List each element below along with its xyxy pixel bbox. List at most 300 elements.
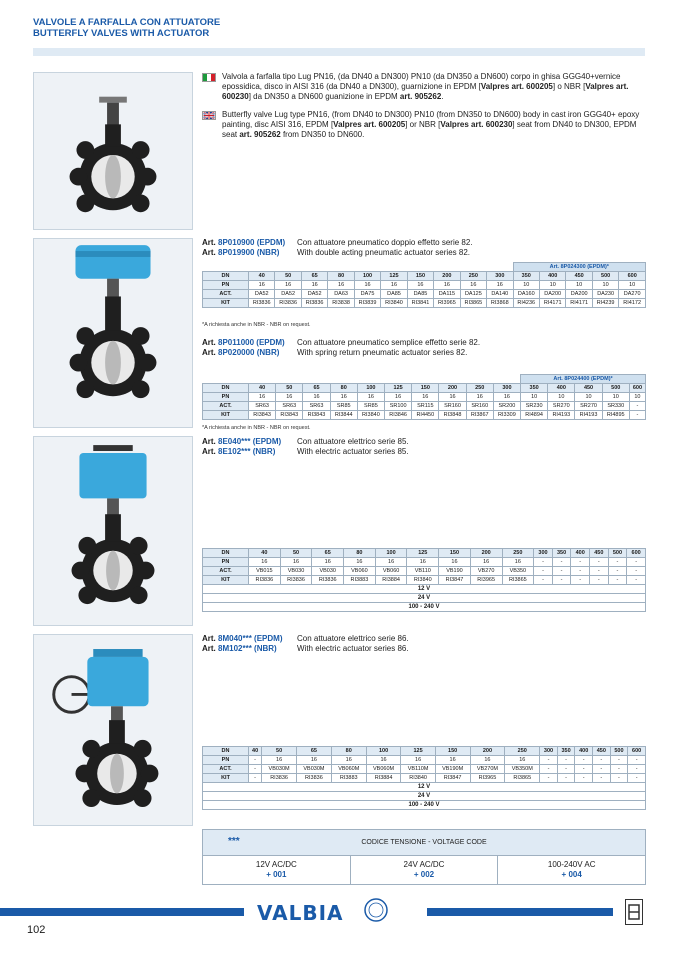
table-cell: - [610, 756, 628, 765]
table-cell: RI3836 [262, 774, 297, 783]
table-cell: 16 [470, 558, 502, 567]
table-cell: 16 [401, 756, 435, 765]
table-cell: 400 [539, 272, 565, 281]
table-cell: DA200 [539, 290, 565, 299]
voltage-code-title: CODICE TENSIONE - VOLTAGE CODE [361, 839, 487, 846]
table-cell: SR63 [249, 402, 276, 411]
table-cell: - [629, 411, 645, 420]
table-cell: 16 [330, 393, 357, 402]
blank-cell [275, 263, 301, 272]
art-block-1 [202, 238, 473, 258]
table-cell: 450 [593, 747, 611, 756]
blank-cell [330, 375, 357, 384]
table-cell: - [540, 774, 558, 783]
table-cell: RI3867 [466, 411, 493, 420]
table-cell: RI3883 [331, 774, 366, 783]
table-cell: - [593, 774, 611, 783]
title-it: VALVOLE A FARFALLA CON ATTUATORE [33, 17, 221, 28]
table-cell: VB270 [470, 567, 502, 576]
table-cell: SR160 [466, 402, 493, 411]
row-label: DN [203, 384, 249, 393]
art-text: Con attuatore pneumatico doppio effetto serie 82. [297, 238, 473, 247]
table-cell: RI3868 [487, 299, 513, 308]
blank-cell [357, 375, 384, 384]
table-cell: VB190M [435, 765, 470, 774]
table-cell: 100 [366, 747, 401, 756]
table-cell: VB030M [262, 765, 297, 774]
table-cell: SR100 [385, 402, 412, 411]
table-row [203, 747, 646, 756]
photo-pneumatic-actuator [33, 238, 193, 428]
table-cell: 65 [303, 384, 330, 393]
table-cell: 65 [312, 549, 344, 558]
art-text: Con attuatore elettrico serie 86. [297, 634, 409, 643]
table-cell: 450 [575, 384, 602, 393]
table-cell: - [629, 402, 645, 411]
table-cell: DA140 [487, 290, 513, 299]
table-cell: SR200 [493, 402, 520, 411]
table-cell: - [628, 765, 646, 774]
spec-table-pneumatic-double [202, 262, 646, 308]
table-cell: RI3865 [460, 299, 486, 308]
electric-actuator-handwheel-valve-icon [34, 635, 192, 825]
table-cell: 300 [487, 272, 513, 281]
table-cell: DA200 [566, 290, 592, 299]
table-cell: RI3847 [439, 576, 471, 585]
table-cell: - [608, 567, 627, 576]
table-cell: 100 [375, 549, 407, 558]
intro-en [222, 110, 646, 140]
table-cell: 16 [466, 393, 493, 402]
table-cell: 600 [628, 747, 646, 756]
art-text: With spring return pneumatic actuator series 82. [297, 348, 468, 357]
row-label: KIT [203, 411, 249, 420]
intro-en-part: from DN350 to DN600. [280, 130, 365, 139]
table-cell: 250 [502, 549, 534, 558]
table-cell: RI4193 [548, 411, 575, 420]
voltage-row [203, 585, 646, 594]
table-cell: RI3836 [312, 576, 344, 585]
table-cell: - [610, 765, 628, 774]
voltage-code-item [351, 856, 499, 885]
art-code-value: 8P019900 (NBR) [218, 248, 280, 257]
art-block-4 [202, 634, 409, 654]
art-prefix: Art. [202, 437, 216, 446]
table-cell: - [552, 576, 571, 585]
table-row [203, 384, 646, 393]
table-cell: RI3836 [301, 299, 327, 308]
row-label: PN [203, 558, 249, 567]
group-header-cell: Art. 8P024400 (EPDM)* [521, 375, 646, 384]
table-cell: - [590, 567, 609, 576]
blank-cell [385, 375, 412, 384]
intro-it [222, 72, 646, 102]
blank-cell [493, 375, 520, 384]
intro-it-bold: Valpres art. 600205 [480, 82, 553, 91]
table-cell: 16 [493, 393, 520, 402]
table-cell: 16 [460, 281, 486, 290]
table-cell: 16 [344, 558, 376, 567]
intro-en-bold: Valpres art. 600205 [333, 120, 406, 129]
table-cell: 150 [435, 747, 470, 756]
table-cell: 400 [548, 384, 575, 393]
blank-cell [203, 263, 249, 272]
art-code [202, 644, 297, 654]
table-cell: 400 [571, 549, 590, 558]
table-cell: DA125 [460, 290, 486, 299]
table-cell: RI3836 [249, 576, 281, 585]
table-cell: SR330 [602, 402, 629, 411]
pneumatic-actuator-valve-icon [34, 239, 192, 427]
blank-cell [276, 375, 303, 384]
table-cell: 10 [548, 393, 575, 402]
header-divider [33, 48, 645, 56]
table-cell: RI3884 [366, 774, 401, 783]
table-cell: VB060M [366, 765, 401, 774]
group-header-row [203, 263, 646, 272]
table-cell: VB060 [375, 567, 407, 576]
table-cell: - [610, 774, 628, 783]
table-cell: 50 [280, 549, 312, 558]
table-cell: 350 [513, 272, 539, 281]
art-prefix: Art. [202, 238, 216, 247]
table-cell: 200 [434, 272, 460, 281]
art-text: With electric actuator series 86. [297, 644, 409, 653]
table-row [203, 290, 646, 299]
table-cell: 10 [575, 393, 602, 402]
table-cell: 16 [249, 558, 281, 567]
group-header-cell: Art. 8P024300 (EPDM)* [513, 263, 645, 272]
table-cell: - [590, 576, 609, 585]
table-cell: VB190 [439, 567, 471, 576]
table-cell: 40 [249, 272, 275, 281]
table-cell: VB350 [502, 567, 534, 576]
voltage-label: 24V AC/DC [403, 860, 445, 869]
table-cell: RI3965 [470, 774, 505, 783]
table-cell: - [552, 567, 571, 576]
table-cell: 16 [328, 281, 354, 290]
table-cell: 16 [470, 756, 505, 765]
table-cell: 100 [357, 384, 384, 393]
intro-en-part: ] seat from DN40 to DN300, EPDM seat [222, 120, 637, 139]
table-cell: 16 [249, 281, 275, 290]
intro-en-part: Butterfly valve Lug type PN16, (from DN40 to DN300) PN10 (from DN350 to DN600) body in cast iron GGG40+ epoxy painting, disc AISI 316, EPDM [ [222, 110, 640, 129]
blank-cell [407, 263, 433, 272]
table-cell: VB030 [280, 567, 312, 576]
table-cell: 500 [602, 384, 629, 393]
intro-en-part: ] or NBR [ [405, 120, 441, 129]
table-cell: RI4236 [513, 299, 539, 308]
art-code-value: 8M102*** (NBR) [218, 644, 277, 653]
table-cell: RI3840 [407, 576, 439, 585]
table-cell: RI3843 [303, 411, 330, 420]
table-cell: 600 [629, 384, 645, 393]
table-cell: RI3836 [275, 299, 301, 308]
row-label: KIT [203, 576, 249, 585]
table-cell: SR115 [412, 402, 439, 411]
table-row [203, 272, 646, 281]
blank-cell [487, 263, 513, 272]
art-text: Con attuatore pneumatico semplice effetto serie 82. [297, 338, 481, 347]
intro-it-bold: Valpres art. 600230 [222, 82, 629, 101]
table-cell: - [534, 567, 553, 576]
table-cell: 600 [619, 272, 646, 281]
table-cell: RI4171 [566, 299, 592, 308]
table-cell: RI3840 [381, 299, 407, 308]
table-cell: 16 [276, 393, 303, 402]
title-en: BUTTERFLY VALVES WITH ACTUATOR [33, 28, 210, 39]
voltage-label: 12V AC/DC [255, 860, 297, 869]
art-text: With double acting pneumatic actuator series 82. [297, 248, 470, 257]
table-cell: VB110 [407, 567, 439, 576]
intro-it-part: ] da DN350 a DN600 guanizione in EPDM [248, 92, 400, 101]
table-cell: 16 [275, 281, 301, 290]
table-cell: 16 [412, 393, 439, 402]
voltage-code-box [202, 829, 646, 885]
table-cell: 16 [407, 558, 439, 567]
blank-cell [303, 375, 330, 384]
table-cell: 10 [513, 281, 539, 290]
art-text: With electric actuator series 85. [297, 447, 409, 456]
table-row [203, 774, 646, 783]
blank-cell [466, 375, 493, 384]
spec-table-pneumatic-spring [202, 374, 646, 420]
footnote: *A richiesta anche in NBR - NBR on request. [202, 322, 311, 328]
table-row [203, 756, 646, 765]
table-cell: RI3840 [401, 774, 435, 783]
table-cell: 50 [276, 384, 303, 393]
art-prefix: Art. [202, 447, 216, 456]
voltage-cell: 12 V [203, 585, 646, 594]
table-cell: DA52 [275, 290, 301, 299]
table-cell: VB270M [470, 765, 505, 774]
table-cell: 40 [249, 747, 262, 756]
table-cell: RI3841 [407, 299, 433, 308]
table-cell: 250 [466, 384, 493, 393]
table-cell: - [571, 567, 590, 576]
table-cell: - [575, 756, 593, 765]
table-cell: 16 [407, 281, 433, 290]
table-cell: DA63 [328, 290, 354, 299]
brand-logo: VALBIA [257, 901, 344, 925]
voltage-cell: 24 V [203, 792, 646, 801]
table-cell: 500 [592, 272, 618, 281]
table-cell: 50 [275, 272, 301, 281]
art-prefix: Art. [202, 634, 216, 643]
table-cell: 10 [629, 393, 645, 402]
table-cell: - [540, 765, 558, 774]
table-cell: 500 [608, 549, 627, 558]
voltage-suffix: + 004 [561, 870, 582, 879]
table-cell: RI4895 [602, 411, 629, 420]
table-cell: RI3846 [385, 411, 412, 420]
table-cell: - [593, 765, 611, 774]
table-cell: RI4193 [575, 411, 602, 420]
table-cell: - [534, 576, 553, 585]
table-cell: 450 [566, 272, 592, 281]
table-cell: 500 [610, 747, 628, 756]
table-cell: RI3836 [249, 299, 275, 308]
table-cell: VB350M [505, 765, 540, 774]
table-cell: DA85 [381, 290, 407, 299]
voltage-stars: *** [228, 836, 240, 847]
footer-bar-left [0, 908, 244, 916]
table-row [203, 549, 646, 558]
table-cell: 300 [534, 549, 553, 558]
table-cell: 80 [344, 549, 376, 558]
table-cell: 10 [592, 281, 618, 290]
table-cell: 10 [619, 281, 646, 290]
table-cell: - [571, 576, 590, 585]
art-prefix: Art. [202, 248, 216, 257]
art-prefix: Art. [202, 338, 216, 347]
table-cell: - [608, 558, 627, 567]
table-cell: 16 [280, 558, 312, 567]
table-cell: SR160 [439, 402, 466, 411]
table-cell: RI3883 [344, 576, 376, 585]
table-cell: SR85 [330, 402, 357, 411]
table-cell: - [557, 765, 575, 774]
table-cell: RI3847 [435, 774, 470, 783]
table-cell: RI3965 [434, 299, 460, 308]
blank-cell [354, 263, 380, 272]
row-label: PN [203, 281, 249, 290]
table-cell: 125 [385, 384, 412, 393]
table-cell: 200 [470, 549, 502, 558]
table-cell: SR63 [276, 402, 303, 411]
table-cell: RI3838 [328, 299, 354, 308]
uk-flag-icon [202, 111, 216, 120]
table-cell: VB110M [401, 765, 435, 774]
table-cell: 16 [303, 393, 330, 402]
row-label: PN [203, 393, 249, 402]
table-cell: SR63 [303, 402, 330, 411]
table-row [203, 393, 646, 402]
table-cell: RI4450 [412, 411, 439, 420]
table-cell: - [575, 774, 593, 783]
table-cell: - [593, 756, 611, 765]
voltage-code-header [203, 830, 645, 856]
table-row [203, 299, 646, 308]
table-cell: 150 [412, 384, 439, 393]
blank-cell [460, 263, 486, 272]
table-cell: 125 [401, 747, 435, 756]
table-cell: 16 [249, 393, 276, 402]
row-label: DN [203, 272, 249, 281]
row-label: ACT. [203, 290, 249, 299]
table-cell: 350 [552, 549, 571, 558]
table-row [203, 567, 646, 576]
blank-cell [412, 375, 439, 384]
art-code-value: 8P011000 (EPDM) [218, 338, 285, 347]
table-cell: 40 [249, 384, 276, 393]
quality-seal-icon [357, 897, 395, 923]
table-cell: DA160 [513, 290, 539, 299]
footer-bar-right [427, 908, 613, 916]
table-row [203, 576, 646, 585]
table-cell: - [552, 558, 571, 567]
table-cell: RI3843 [249, 411, 276, 420]
table-cell: - [249, 774, 262, 783]
table-cell: 40 [249, 549, 281, 558]
table-cell: - [557, 756, 575, 765]
table-cell: 10 [521, 393, 548, 402]
art-code-value: 8P010900 (EPDM) [218, 238, 286, 247]
intro-en-bold: Valpres art. 600230 [440, 120, 513, 129]
table-cell: VB060 [344, 567, 376, 576]
row-label: DN [203, 549, 249, 558]
table-cell: 16 [487, 281, 513, 290]
photo-electric-actuator-86 [33, 634, 193, 826]
table-cell: 16 [312, 558, 344, 567]
row-label: ACT. [203, 567, 249, 576]
table-cell: RI3865 [505, 774, 540, 783]
page-number: 102 [27, 924, 46, 936]
table-cell: 250 [460, 272, 486, 281]
table-cell: - [540, 756, 558, 765]
table-cell: RI3309 [493, 411, 520, 420]
page-header [33, 17, 220, 39]
table-cell: RI3840 [357, 411, 384, 420]
table-cell: 350 [521, 384, 548, 393]
table-cell: 16 [381, 281, 407, 290]
table-cell: 100 [354, 272, 380, 281]
table-row [203, 558, 646, 567]
blank-cell [381, 263, 407, 272]
table-cell: 80 [328, 272, 354, 281]
table-row [203, 411, 646, 420]
spec-table-electric-85 [202, 548, 646, 612]
blank-cell [249, 263, 275, 272]
voltage-cell: 100 - 240 V [203, 801, 646, 810]
photo-valve-handle [33, 72, 193, 230]
table-cell: RI4239 [592, 299, 618, 308]
intro-it-part: . [441, 92, 444, 101]
table-cell: 16 [502, 558, 534, 567]
table-cell: - [608, 576, 627, 585]
table-cell: SR230 [521, 402, 548, 411]
table-cell: SR270 [575, 402, 602, 411]
table-cell: RI4171 [539, 299, 565, 308]
table-cell: 600 [627, 549, 646, 558]
table-cell: 16 [435, 756, 470, 765]
blank-cell [301, 263, 327, 272]
table-cell: DA75 [354, 290, 380, 299]
intro-en-bold: art. 905262 [239, 130, 281, 139]
table-cell: 16 [439, 558, 471, 567]
table-cell: VB060M [331, 765, 366, 774]
art-block-2 [202, 338, 480, 358]
footnote: *A richiesta anche in NBR - NBR on request. [202, 425, 311, 431]
row-label: DN [203, 747, 249, 756]
spec-table-electric-86 [202, 746, 646, 810]
table-cell: 125 [381, 272, 407, 281]
table-cell: - [575, 765, 593, 774]
table-cell: 150 [439, 549, 471, 558]
table-cell: 16 [385, 393, 412, 402]
art-code [202, 248, 297, 258]
table-cell: 16 [366, 756, 401, 765]
table-cell: 16 [434, 281, 460, 290]
voltage-row [203, 801, 646, 810]
table-cell: 200 [439, 384, 466, 393]
table-cell: 65 [297, 747, 332, 756]
table-cell: - [627, 558, 646, 567]
table-cell: DA115 [434, 290, 460, 299]
art-prefix: Art. [202, 644, 216, 653]
group-header-row [203, 375, 646, 384]
photo-electric-actuator-85 [33, 436, 193, 626]
